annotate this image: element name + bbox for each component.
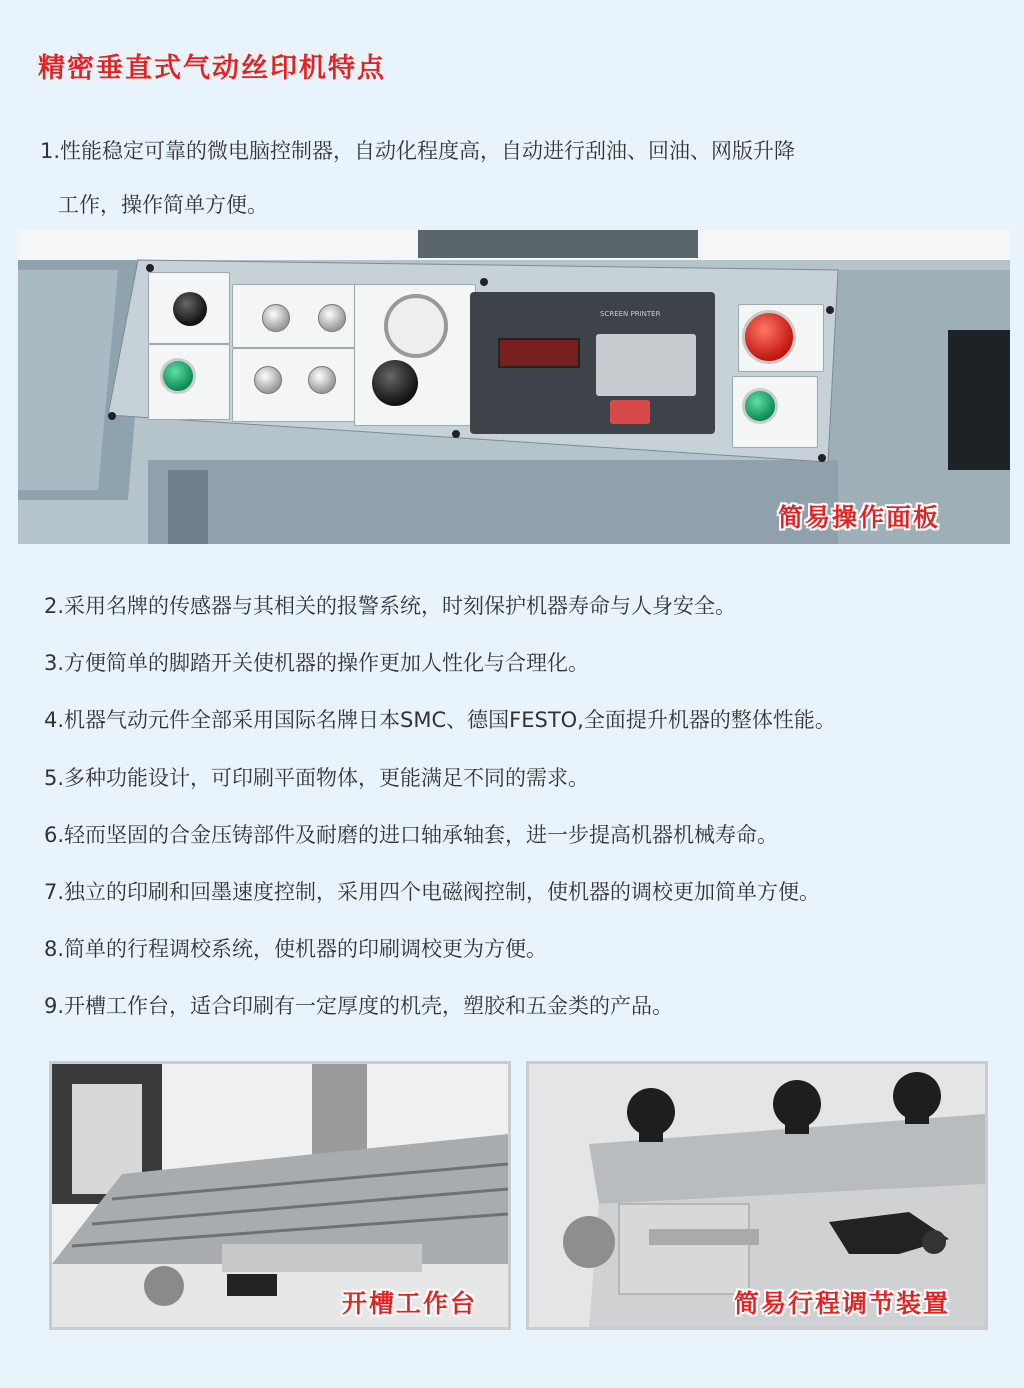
feature-8: 8.简单的行程调校系统，使机器的印刷调校更为方便。 xyxy=(44,937,548,962)
valve-switch-3[interactable] xyxy=(254,366,282,394)
panel-photo-caption: 简易操作面板 xyxy=(778,503,941,532)
stroke-adjustment-caption: 简易行程调节装置 xyxy=(734,1289,951,1318)
selector-knob[interactable] xyxy=(173,292,207,326)
keypad-red-key[interactable] xyxy=(610,400,650,424)
screw xyxy=(818,454,826,462)
valve-switch-2[interactable] xyxy=(318,304,346,332)
page-title: 精密垂直式气动丝印机特点 xyxy=(38,53,386,84)
worktable-caption: 开槽工作台 xyxy=(342,1289,478,1318)
feature-5: 5.多种功能设计，可印刷平面物体，更能满足不同的需求。 xyxy=(44,765,590,790)
led-display xyxy=(498,338,580,368)
screw xyxy=(108,412,116,420)
pressure-gauge-icon xyxy=(384,294,448,358)
feature-3: 3.方便简单的脚踏开关使机器的操作更加人性化与合理化。 xyxy=(44,651,590,676)
stroke-adjustment-photo xyxy=(526,1061,988,1330)
screw xyxy=(146,264,154,272)
valve-switch-1[interactable] xyxy=(262,304,290,332)
start-button-right[interactable] xyxy=(742,388,778,424)
feature-1-line-2: 工作，操作简单方便。 xyxy=(58,193,268,217)
emergency-stop-button[interactable] xyxy=(742,310,796,364)
feature-6: 6.轻而坚固的合金压铸部件及耐磨的进口轴承轴套，进一步提高机器机械寿命。 xyxy=(44,822,779,847)
feature-2: 2.采用名牌的传感器与其相关的报警系统，时刻保护机器寿命与人身安全。 xyxy=(44,594,737,618)
slotted-worktable-photo xyxy=(49,1061,511,1330)
feature-1 xyxy=(40,124,970,232)
keypad[interactable] xyxy=(596,334,696,396)
controller-panel xyxy=(470,292,715,434)
controller-label: SCREEN PRINTER xyxy=(600,310,661,318)
feature-1-line-1: 1.性能稳定可靠的微电脑控制器，自动化程度高，自动进行刮油、回油、网版升降 xyxy=(40,139,796,163)
screw xyxy=(826,306,834,314)
feature-7: 7.独立的印刷和回墨速度控制，采用四个电磁阀控制，使机器的调校更加简单方便。 xyxy=(44,879,821,904)
valve-switch-4[interactable] xyxy=(308,366,336,394)
feature-list xyxy=(44,583,1004,1041)
feature-9: 9.开槽工作台，适合印刷有一定厚度的机壳，塑胶和五金类的产品。 xyxy=(44,994,674,1019)
screw xyxy=(452,430,460,438)
control-panel-photo xyxy=(18,230,1010,544)
feature-4: 4.机器气动元件全部采用国际名牌日本SMC、德国FESTO,全面提升机器的整体性能。 xyxy=(44,708,836,733)
start-button-left[interactable] xyxy=(160,358,196,394)
screw xyxy=(480,278,488,286)
pressure-regulator-knob[interactable] xyxy=(372,360,418,406)
